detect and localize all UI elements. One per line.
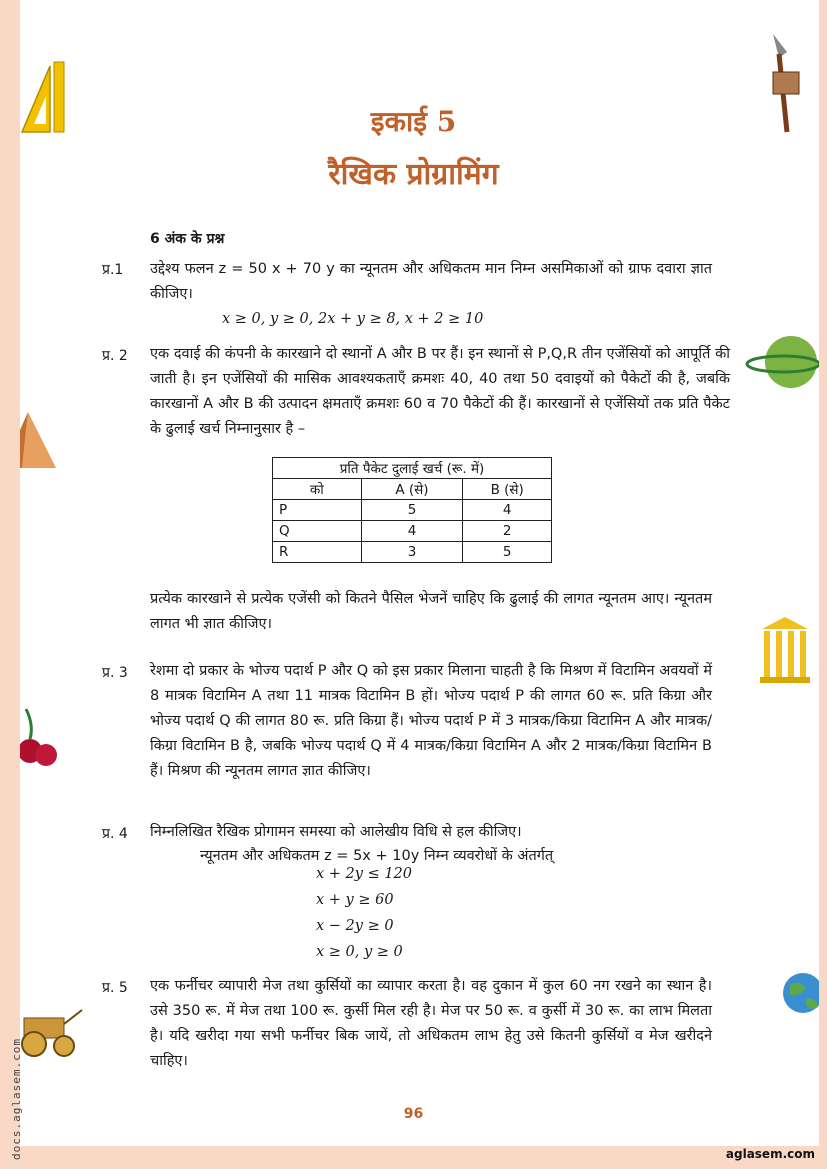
chariot-icon [20, 1000, 84, 1060]
question-number: प्र. 2 [102, 348, 128, 364]
globe-icon [778, 965, 819, 1020]
site-link[interactable]: aglasem.com [725, 1147, 815, 1161]
temple-pillars-icon [760, 615, 810, 685]
table-header: A (से) [361, 479, 463, 500]
cost-table [272, 457, 552, 563]
question-number: प्र.1 [102, 262, 124, 278]
table-cell: 5 [463, 542, 552, 563]
constraint: x + 2y ≤ 120 [316, 866, 413, 882]
table-header: को [273, 479, 362, 500]
question-number: प्र. 3 [102, 665, 128, 681]
chapter-title: रैखिक प्रोग्रामिंग [328, 157, 499, 192]
cherries-icon [20, 705, 60, 775]
table-cell: 5 [361, 500, 463, 521]
question-text: उद्देश्य फलन z = 50 x + 70 y का न्यूनतम और अधिकतम मान निम्न असमिकाओं को ग्राफ दवारा ज्ञात कीजिए। [150, 261, 712, 302]
constraint: x + y ≥ 60 [316, 892, 394, 908]
question-number: प्र. 4 [102, 826, 128, 842]
table-row [273, 500, 552, 521]
constraint: x − 2y ≥ 0 [316, 918, 394, 934]
table-cell: 3 [361, 542, 463, 563]
page-number: 96 [403, 1106, 424, 1122]
constraints: x ≥ 0, y ≥ 0, 2x + y ≥ 8, x + 2 ≥ 10 [222, 311, 484, 327]
question-followup: प्रत्येक कारखाने से प्रत्येक एजेंसी को कितने पैसिल भेजनें चाहिए कि ढुलाई की लागत न्यूनतम आए। न्यूनतम लागत भी ज्ञात कीजिए। [150, 591, 712, 632]
table-row [273, 521, 552, 542]
table-header-row [273, 479, 552, 500]
table-caption-row [273, 458, 552, 479]
table-cell: 4 [361, 521, 463, 542]
question-text: रेशमा दो प्रकार के भोज्य पदार्थ P और Q को इस प्रकार मिलाना चाहती है कि मिश्रण में विटामिन अवयवों में 8 मात्रक विटामिन A तथा 11 मात्रक विटामिन B हों। भोज्य पदार्थ P की लागत 60 रू. प्रति किग्रा और भोज्य पदार्थ Q की लागत 80 रू. प्रति किग्रा हैं। भोज्य पदार्थ P में 3 मात्रक/किग्रा विटामिन A और मात्रक/किग्रा विटामिन B है, जबकि भोज्य पदार्थ Q में 4 मात्रक/किग्रा विटामिन A और 2 मात्रक/किग्रा विटामिन B हैं। मिश्रण की न्यूनतम लागत ज्ञात कीजिए। [150, 663, 712, 779]
table-cell: P [273, 500, 362, 521]
pyramid-icon [20, 410, 60, 470]
table-caption: प्रति पैकेट दुलाई खर्च (रू. में) [273, 458, 552, 479]
table-row [273, 542, 552, 563]
question-number: प्र. 5 [102, 980, 128, 996]
question-text: एक दवाई की कंपनी के कारखाने दो स्थानों A और B पर हैं। इन स्थानों से P,Q,R तीन एजेंसियों को आपूर्ति की जाती है। इन एजेंसियों की मासिक आवश्यकताएँ क्रमशः 40, 40 तथा 50 दवाइयों को पैकेटों की है, जबकि कारखानों A और B की उत्पादन क्षमताएँ क्रमशः 60 व 70 पैकेटों की हैं। कारखानों से एजेंसियों तक प्रति पैकेट के ढुलाई खर्च निम्नानुसार है – [150, 346, 730, 437]
table-cell: 4 [463, 500, 552, 521]
watermark-text: docs.aglasem.com [10, 1038, 23, 1160]
table-header: B (से) [463, 479, 552, 500]
table-cell: Q [273, 521, 362, 542]
table-cell: R [273, 542, 362, 563]
question-text: एक फर्नीचर व्यापारी मेज तथा कुर्सियों का व्यापार करता है। वह दुकान में कुल 60 नग रखने का स्थान है। उसे 350 रू. में मेज तथा 100 रू. कुर्सी मिल रही है। मेज पर 50 रू. व कुर्सी में 30 रू. का लाभ मिलता है। यदि खरीदा गया सभी फर्नीचर बिक जायें, तो अधिकतम लाभ हेतु उसे कितनी कुर्सियों व मेज खरीदने चाहिए। [150, 978, 712, 1069]
unit-heading: इकाई 5 [370, 105, 457, 138]
planet-icon [745, 332, 819, 394]
constraint: x ≥ 0, y ≥ 0 [316, 944, 403, 960]
question-text: निम्नलिखित रैखिक प्रोगामन समस्या को आलेखीय विधि से हल कीजिए। [150, 824, 522, 840]
section-heading: 6 अंक के प्रश्न [150, 231, 225, 247]
table-cell: 2 [463, 521, 552, 542]
objective-function: न्यूनतम और अधिकतम z = 5x + 10y निम्न व्यवरोधों के अंतर्गत् [200, 848, 554, 864]
